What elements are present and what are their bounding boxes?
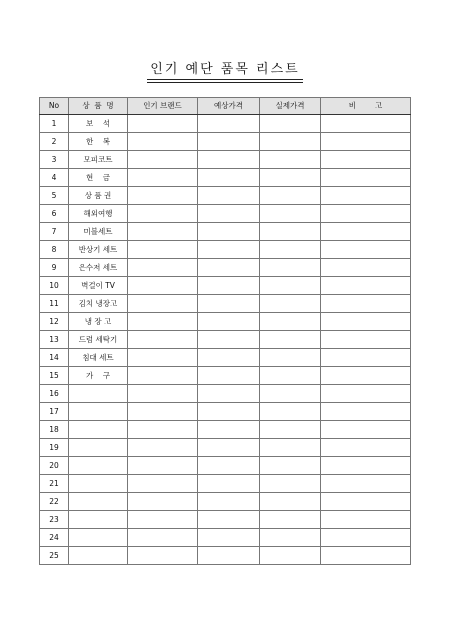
row-number: 7	[40, 223, 69, 241]
expected-price-cell	[198, 169, 260, 187]
row-number: 23	[40, 511, 69, 529]
brand-cell	[128, 511, 198, 529]
brand-cell	[128, 115, 198, 133]
brand-cell	[128, 421, 198, 439]
item-name-cell: 드럼 세탁기	[69, 331, 128, 349]
header-item-name: 상 품 명	[69, 98, 128, 115]
notes-cell	[321, 457, 411, 475]
header-notes: 비 고	[321, 98, 411, 115]
notes-cell	[321, 151, 411, 169]
item-name-cell	[69, 493, 128, 511]
row-number: 12	[40, 313, 69, 331]
table-row	[40, 475, 411, 493]
notes-cell	[321, 277, 411, 295]
item-name-cell: 반상기 세트	[69, 241, 128, 259]
brand-cell	[128, 331, 198, 349]
item-name-cell	[69, 385, 128, 403]
notes-cell	[321, 529, 411, 547]
notes-cell	[321, 313, 411, 331]
row-number: 16	[40, 385, 69, 403]
table-row	[40, 511, 411, 529]
actual-price-cell	[260, 385, 321, 403]
brand-cell	[128, 367, 198, 385]
table-row	[40, 187, 411, 205]
header-expected-price: 예상가격	[198, 98, 260, 115]
row-number: 4	[40, 169, 69, 187]
table-row	[40, 547, 411, 565]
notes-cell	[321, 133, 411, 151]
item-name-cell: 한 복	[69, 133, 128, 151]
brand-cell	[128, 385, 198, 403]
actual-price-cell	[260, 511, 321, 529]
table-row	[40, 241, 411, 259]
row-number: 10	[40, 277, 69, 295]
row-number: 9	[40, 259, 69, 277]
table-row	[40, 421, 411, 439]
item-name-cell	[69, 421, 128, 439]
expected-price-cell	[198, 493, 260, 511]
brand-cell	[128, 133, 198, 151]
row-number: 17	[40, 403, 69, 421]
expected-price-cell	[198, 313, 260, 331]
row-number: 24	[40, 529, 69, 547]
table-row	[40, 403, 411, 421]
row-number: 11	[40, 295, 69, 313]
brand-cell	[128, 151, 198, 169]
actual-price-cell	[260, 169, 321, 187]
notes-cell	[321, 493, 411, 511]
row-number: 3	[40, 151, 69, 169]
item-name-cell: 미블세트	[69, 223, 128, 241]
actual-price-cell	[260, 529, 321, 547]
notes-cell	[321, 439, 411, 457]
actual-price-cell	[260, 313, 321, 331]
item-name-cell	[69, 457, 128, 475]
item-name-cell: 김치 냉장고	[69, 295, 128, 313]
table-body	[40, 115, 411, 565]
expected-price-cell	[198, 439, 260, 457]
expected-price-cell	[198, 259, 260, 277]
item-name-cell	[69, 547, 128, 565]
expected-price-cell	[198, 115, 260, 133]
table-row	[40, 169, 411, 187]
notes-cell	[321, 511, 411, 529]
expected-price-cell	[198, 349, 260, 367]
expected-price-cell	[198, 187, 260, 205]
actual-price-cell	[260, 457, 321, 475]
item-name-cell	[69, 439, 128, 457]
notes-cell	[321, 187, 411, 205]
brand-cell	[128, 493, 198, 511]
item-name-cell: 벽걸이 TV	[69, 277, 128, 295]
expected-price-cell	[198, 547, 260, 565]
actual-price-cell	[260, 439, 321, 457]
expected-price-cell	[198, 403, 260, 421]
brand-cell	[128, 205, 198, 223]
brand-cell	[128, 475, 198, 493]
actual-price-cell	[260, 295, 321, 313]
expected-price-cell	[198, 295, 260, 313]
table-row	[40, 133, 411, 151]
notes-cell	[321, 385, 411, 403]
actual-price-cell	[260, 259, 321, 277]
actual-price-cell	[260, 403, 321, 421]
brand-cell	[128, 313, 198, 331]
expected-price-cell	[198, 421, 260, 439]
notes-cell	[321, 295, 411, 313]
header-no: No	[40, 98, 69, 115]
item-name-cell: 해외여행	[69, 205, 128, 223]
row-number: 8	[40, 241, 69, 259]
notes-cell	[321, 223, 411, 241]
table-row	[40, 223, 411, 241]
brand-cell	[128, 547, 198, 565]
notes-cell	[321, 367, 411, 385]
expected-price-cell	[198, 241, 260, 259]
table-row	[40, 277, 411, 295]
brand-cell	[128, 223, 198, 241]
table-row	[40, 457, 411, 475]
table-row	[40, 529, 411, 547]
actual-price-cell	[260, 421, 321, 439]
expected-price-cell	[198, 277, 260, 295]
brand-cell	[128, 349, 198, 367]
actual-price-cell	[260, 493, 321, 511]
table-row	[40, 115, 411, 133]
item-name-cell: 모피코트	[69, 151, 128, 169]
actual-price-cell	[260, 115, 321, 133]
notes-cell	[321, 331, 411, 349]
table-row	[40, 313, 411, 331]
expected-price-cell	[198, 475, 260, 493]
item-name-cell: 은수저 세트	[69, 259, 128, 277]
actual-price-cell	[260, 331, 321, 349]
page-title: 인기 예단 품목 리스트	[147, 58, 302, 80]
expected-price-cell	[198, 205, 260, 223]
table-row	[40, 349, 411, 367]
brand-cell	[128, 169, 198, 187]
item-name-cell: 상 품 권	[69, 187, 128, 205]
row-number: 14	[40, 349, 69, 367]
expected-price-cell	[198, 367, 260, 385]
row-number: 6	[40, 205, 69, 223]
notes-cell	[321, 205, 411, 223]
header-actual-price: 실제가격	[260, 98, 321, 115]
table-row	[40, 295, 411, 313]
item-name-cell: 현 금	[69, 169, 128, 187]
actual-price-cell	[260, 547, 321, 565]
row-number: 5	[40, 187, 69, 205]
item-name-cell: 침대 세트	[69, 349, 128, 367]
notes-cell	[321, 241, 411, 259]
brand-cell	[128, 241, 198, 259]
row-number: 2	[40, 133, 69, 151]
brand-cell	[128, 259, 198, 277]
item-name-cell	[69, 403, 128, 421]
brand-cell	[128, 295, 198, 313]
notes-cell	[321, 115, 411, 133]
item-name-cell	[69, 529, 128, 547]
actual-price-cell	[260, 205, 321, 223]
row-number: 19	[40, 439, 69, 457]
table-row	[40, 205, 411, 223]
table-row	[40, 331, 411, 349]
notes-cell	[321, 349, 411, 367]
header-popular-brand: 인기 브랜드	[128, 98, 198, 115]
expected-price-cell	[198, 133, 260, 151]
brand-cell	[128, 187, 198, 205]
table-row	[40, 259, 411, 277]
row-number: 21	[40, 475, 69, 493]
item-name-cell: 냉 장 고	[69, 313, 128, 331]
item-name-cell: 보 석	[69, 115, 128, 133]
expected-price-cell	[198, 457, 260, 475]
actual-price-cell	[260, 367, 321, 385]
brand-cell	[128, 403, 198, 421]
actual-price-cell	[260, 277, 321, 295]
actual-price-cell	[260, 187, 321, 205]
row-number: 18	[40, 421, 69, 439]
actual-price-cell	[260, 133, 321, 151]
brand-cell	[128, 277, 198, 295]
expected-price-cell	[198, 331, 260, 349]
notes-cell	[321, 403, 411, 421]
actual-price-cell	[260, 241, 321, 259]
notes-cell	[321, 421, 411, 439]
table-row	[40, 367, 411, 385]
notes-cell	[321, 475, 411, 493]
table-header-row	[40, 98, 411, 115]
table-row	[40, 493, 411, 511]
brand-cell	[128, 529, 198, 547]
expected-price-cell	[198, 511, 260, 529]
item-name-cell: 가 구	[69, 367, 128, 385]
item-name-cell	[69, 511, 128, 529]
row-number: 13	[40, 331, 69, 349]
notes-cell	[321, 259, 411, 277]
notes-cell	[321, 169, 411, 187]
actual-price-cell	[260, 223, 321, 241]
expected-price-cell	[198, 151, 260, 169]
title-area	[0, 58, 450, 80]
brand-cell	[128, 439, 198, 457]
row-number: 1	[40, 115, 69, 133]
item-name-cell	[69, 475, 128, 493]
table-row	[40, 385, 411, 403]
row-number: 20	[40, 457, 69, 475]
table-row	[40, 439, 411, 457]
expected-price-cell	[198, 385, 260, 403]
wedding-gift-list-table	[39, 97, 411, 565]
actual-price-cell	[260, 349, 321, 367]
actual-price-cell	[260, 475, 321, 493]
row-number: 15	[40, 367, 69, 385]
row-number: 22	[40, 493, 69, 511]
brand-cell	[128, 457, 198, 475]
expected-price-cell	[198, 223, 260, 241]
actual-price-cell	[260, 151, 321, 169]
row-number: 25	[40, 547, 69, 565]
table-row	[40, 151, 411, 169]
notes-cell	[321, 547, 411, 565]
expected-price-cell	[198, 529, 260, 547]
